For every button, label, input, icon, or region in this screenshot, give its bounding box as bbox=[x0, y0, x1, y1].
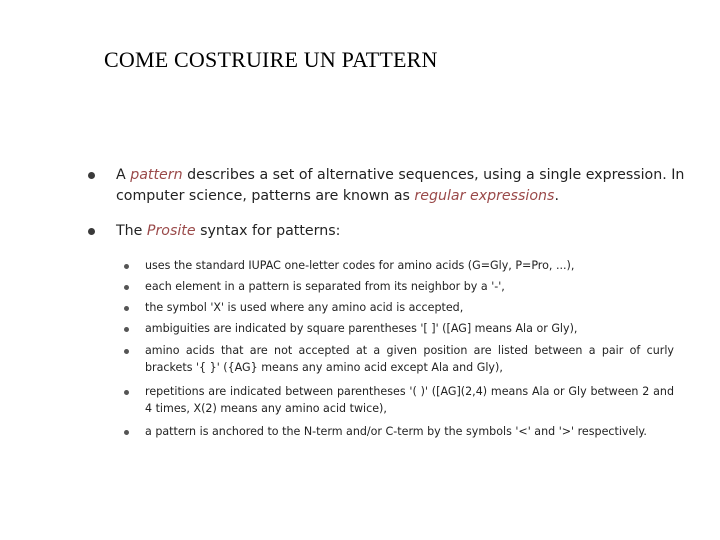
bullet-icon bbox=[88, 228, 95, 235]
sub-bullet-icon bbox=[124, 264, 129, 269]
sub-item-text: the symbol 'X' is used where any amino acid is accepted, bbox=[145, 301, 464, 314]
sub-item-text: ambiguities are indicated by square parentheses '[ ]' ([AG] means Ala or Gly), bbox=[145, 322, 578, 335]
sub-bullet-icon bbox=[124, 430, 129, 435]
term-pattern: pattern bbox=[130, 167, 183, 183]
sub-item-x-symbol bbox=[130, 300, 674, 317]
sub-item-iupac bbox=[130, 258, 674, 275]
sub-item-text: a pattern is anchored to the N-term and/or C-term by the symbols '<' and '>' respectively. bbox=[145, 425, 647, 438]
sub-bullet-icon bbox=[124, 327, 129, 332]
sub-item-separator bbox=[130, 279, 674, 296]
bullet-text: A bbox=[116, 167, 131, 183]
bullet-pattern-definition bbox=[96, 165, 686, 207]
slide-title: COME COSTRUIRE UN PATTERN bbox=[104, 47, 438, 72]
bullet-text: The bbox=[116, 223, 147, 239]
term-regular-expressions: regular expressions bbox=[414, 188, 555, 204]
bullet-text: describes a set of alternative sequences, using a single expression. In computer science, patterns are known as bbox=[116, 167, 685, 204]
sub-item-text: repetitions are indicated between parentheses '( )' ([AG](2,4) means Ala or Gly between 2 and 4 times, X(2) means any amino acid twice), bbox=[145, 385, 674, 415]
sub-item-text: each element in a pattern is separated from its neighbor by a '-', bbox=[145, 280, 505, 293]
sub-item-repetitions bbox=[130, 384, 674, 417]
term-prosite: Prosite bbox=[146, 223, 196, 239]
sub-item-exclusions bbox=[130, 343, 674, 376]
sub-item-anchoring bbox=[130, 424, 674, 441]
bullet-text: . bbox=[554, 188, 559, 204]
bullet-icon bbox=[88, 172, 95, 179]
sub-item-ambiguities bbox=[130, 321, 674, 338]
sub-item-text: amino acids that are not accepted at a given position are listed between a pair of curly brackets '{ }' ({AG} means any amino acid except Ala and Gly), bbox=[145, 344, 674, 374]
bullet-text: syntax for patterns: bbox=[195, 223, 341, 239]
sub-bullet-icon bbox=[124, 349, 129, 354]
sub-item-text: uses the standard IUPAC one-letter codes for amino acids (G=Gly, P=Pro, ...), bbox=[145, 259, 575, 272]
sub-bullet-icon bbox=[124, 306, 129, 311]
sub-bullet-icon bbox=[124, 285, 129, 290]
sub-bullet-icon bbox=[124, 390, 129, 395]
bullet-prosite-syntax bbox=[96, 221, 686, 242]
